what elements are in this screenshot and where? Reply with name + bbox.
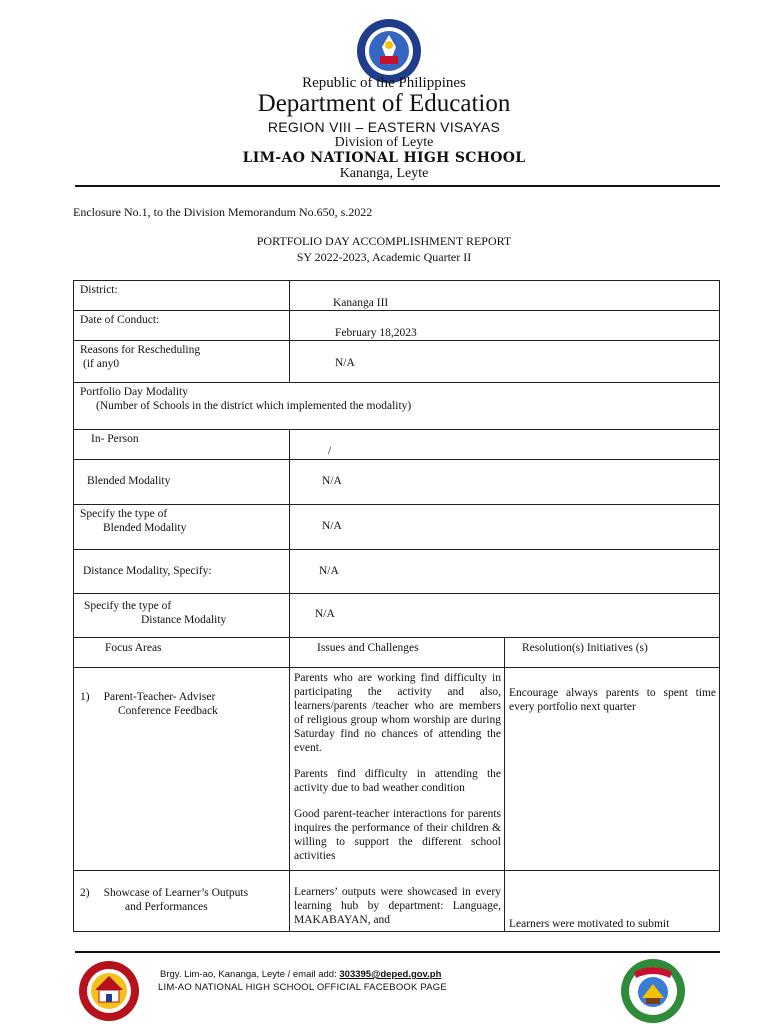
header-issues: Issues and Challenges [317,642,419,654]
table-row [74,311,720,341]
town-text: Kananga, Leyte [339,166,429,181]
inperson-value: / [328,445,332,457]
table-row [74,341,720,383]
distance-type-label-cell [74,594,290,638]
district-value: Kananga III [333,297,389,309]
footer-address-text: Brgy. Lim-ao, Kananga, Leyte / email add: [160,969,337,980]
blended-value: N/A [322,475,342,487]
issue-paragraph: Learners’ outputs were showcased in every learning hub by department: Language, MAKABAYAN, and [294,886,501,926]
header-issues-cell [290,638,505,668]
table-header-row [74,638,720,668]
school-name: LIM-AO NATIONAL HIGH SCHOOL [242,150,526,166]
resolution-paragraph: Learners were motivated to submit [509,918,670,930]
distance-type-value: N/A [315,608,335,620]
date-value-cell [290,311,720,341]
blended-type-value-cell [290,505,720,550]
blended-type-label-cell [74,505,290,550]
distance-type-label: Specify the type of [84,600,172,612]
department-title: Department of Education [257,90,511,117]
resched-note: (if any0 [83,358,120,370]
distance-label: Distance Modality, Specify: [83,565,212,577]
date-label-cell [74,311,290,341]
inperson-label-cell [74,430,290,460]
resched-value: N/A [335,357,355,369]
table-row [74,871,720,932]
table-row [74,430,720,460]
focus-cell [74,871,290,932]
school-logo [78,960,140,1022]
resolution-paragraph: Encourage always parents to spent time every portfolio next quarter [509,687,717,713]
resched-label: Reasons for Rescheduling [80,344,201,356]
resched-label-cell [74,341,290,383]
distance-type-value-cell [290,594,720,638]
blended-label: Blended Modality [87,475,171,487]
report-title: PORTFOLIO DAY ACCOMPLISHMENT REPORT [256,234,512,248]
distance-type-note: Distance Modality [141,614,227,626]
issues-cell [290,871,505,932]
district-value-cell [290,281,720,311]
region-text: REGION VIII – EASTERN VISAYAS [267,119,501,135]
row-number: 2) [80,887,90,899]
modality-label: Portfolio Day Modality [80,386,188,398]
footer-divider [75,951,720,953]
distance-value-cell [290,550,720,594]
table-row [74,594,720,638]
focus-area-label: Parent-Teacher- Adviser [103,691,216,703]
distance-value: N/A [319,565,339,577]
table-row [74,505,720,550]
focus-area-label: Showcase of Learner’s Outputs [103,887,249,899]
report-subtitle: SY 2022-2023, Academic Quarter II [296,250,472,264]
table-row [74,460,720,505]
header-resolution: Resolution(s) Initiatives (s) [522,642,648,654]
focus-area-label: Conference Feedback [118,705,218,717]
enclosure-text: Enclosure No.1, to the Division Memorandum No.650, s.2022 [73,205,373,219]
date-label: Date of Conduct: [80,314,160,326]
table-row [74,383,720,430]
table-row [74,668,720,871]
issue-paragraph: Good parent-teacher interactions for parents inquires the performance of their children & willing to support the different school activities [294,808,501,862]
row-number: 1) [80,691,90,703]
report-table [73,280,720,932]
resched-value-cell [290,341,720,383]
table-row [74,550,720,594]
issue-paragraph: Parents who are working find difficulty in participating the activity and also, learners/parents /teacher who are members of religious group whom worship are during Saturday find no chances of attending the event. [294,672,501,754]
blended-label-cell [74,460,290,505]
republic-text: Republic of the Philippines [302,75,466,91]
focus-area-label: and Performances [125,901,208,913]
blended-value-cell [290,460,720,505]
resolution-cell [505,871,720,932]
district-label-cell [74,281,290,311]
header-focus: Focus Areas [105,642,162,654]
division-text: Division of Leyte [334,135,434,150]
focus-cell [74,668,290,871]
blended-type-note: Blended Modality [103,522,187,534]
distance-label-cell [74,550,290,594]
modality-heading-cell [74,383,720,430]
issue-paragraph: Parents find difficulty in attending the activity due to bad weather condition [294,768,501,794]
modality-note: (Number of Schools in the district which implemented the modality) [96,400,412,412]
steamed-logo [620,958,686,1024]
district-label: District: [80,284,118,296]
issues-cell [290,668,505,871]
date-value: February 18,2023 [335,327,417,339]
footer-address [160,969,441,980]
header-resolution-cell [505,638,720,668]
header-focus-cell [74,638,290,668]
inperson-label: In- Person [91,433,139,445]
blended-type-value: N/A [322,520,342,532]
header-divider [75,185,720,187]
inperson-value-cell [290,430,720,460]
blended-type-label: Specify the type of [80,508,168,520]
footer-facebook-link[interactable]: LIM-AO NATIONAL HIGH SCHOOL OFFICIAL FACEBOOK PAGE [158,982,447,993]
footer-email-link[interactable]: 303395@deped.gov.ph [339,969,442,980]
table-row [74,281,720,311]
resolution-cell [505,668,720,871]
